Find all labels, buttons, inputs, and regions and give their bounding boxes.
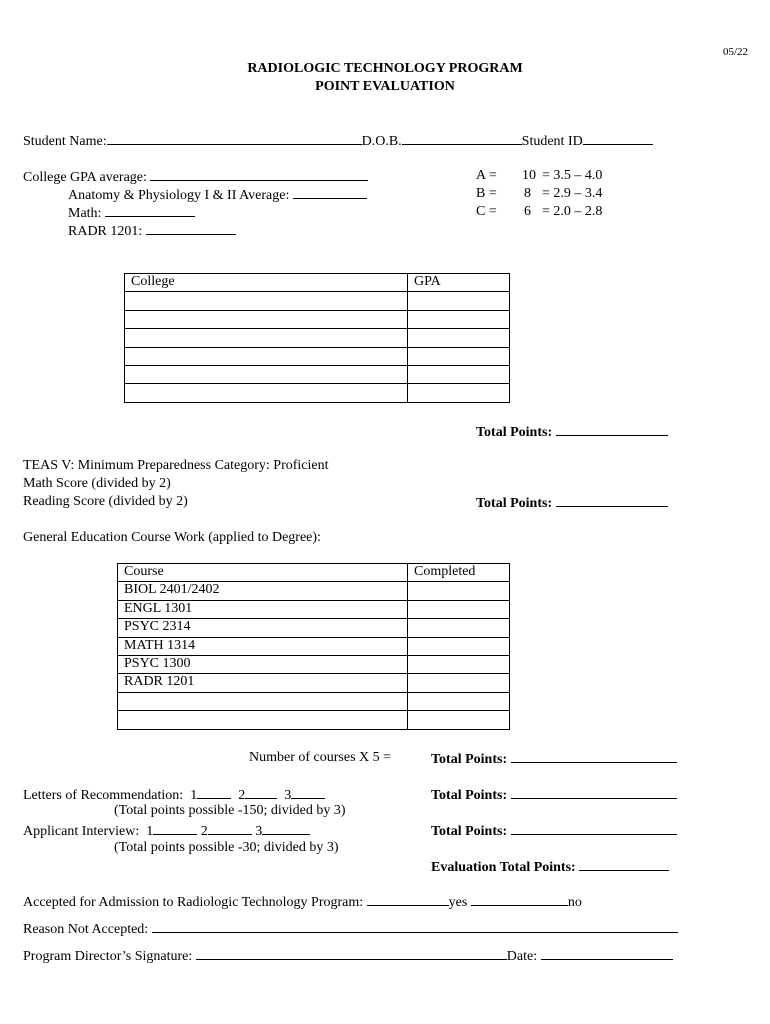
gpa-cell[interactable] — [408, 347, 510, 365]
college-cell[interactable] — [125, 310, 408, 328]
math-row — [68, 204, 195, 222]
table-row — [125, 384, 510, 402]
gpa-total-label: Total Points: — [476, 425, 553, 440]
radr-label: RADR 1201: — [68, 224, 143, 239]
interview-label: Applicant Interview: — [23, 824, 140, 839]
gpa-cell[interactable] — [408, 384, 510, 402]
gpa-total-field[interactable] — [556, 423, 668, 436]
radr-field[interactable] — [146, 222, 236, 235]
teas-line-1: TEAS V: Minimum Preparedness Category: Proficient — [23, 458, 329, 473]
course-cell: BIOL 2401/2402 — [118, 582, 408, 600]
table-row — [118, 692, 510, 710]
student-id-label: Student ID — [521, 134, 583, 149]
course-cell: PSYC 1300 — [118, 655, 408, 673]
table-row — [125, 347, 510, 365]
evaluation-total-label: Evaluation Total Points: — [431, 860, 576, 875]
letters-label: Letters of Recommendation: — [23, 788, 184, 803]
date-label: Date: — [506, 949, 538, 964]
ap-average-label: Anatomy & Physiology I & II Average: — [68, 188, 290, 203]
student-name-field[interactable] — [107, 132, 362, 145]
college-cell[interactable] — [125, 292, 408, 310]
course-cell: PSYC 2314 — [118, 619, 408, 637]
form-subtitle: POINT EVALUATION — [315, 79, 455, 94]
letter-1-field[interactable] — [197, 786, 231, 799]
course-cell: ENGL 1301 — [118, 600, 408, 618]
table-row — [118, 674, 510, 692]
student-name-label: Student Name: — [23, 134, 107, 149]
completed-cell[interactable] — [408, 600, 510, 618]
dob-label: D.O.B. — [361, 134, 402, 149]
completed-cell[interactable] — [408, 619, 510, 637]
dob-field[interactable] — [402, 132, 522, 145]
math-label: Math: — [68, 206, 102, 221]
table-row — [118, 637, 510, 655]
accepted-yes-field[interactable] — [367, 893, 449, 906]
signature-field[interactable] — [196, 947, 507, 960]
table-row — [118, 582, 510, 600]
table-header-row — [118, 564, 510, 582]
interview-3-field[interactable] — [262, 822, 310, 835]
table-row — [118, 600, 510, 618]
table-row — [125, 365, 510, 383]
college-gpa-field[interactable] — [150, 168, 368, 181]
grade-scale-row: C = 6 = 2.0 – 2.8 — [476, 204, 603, 219]
college-cell[interactable] — [125, 384, 408, 402]
form-version: 05/22 — [722, 46, 748, 58]
gpa-total-row — [476, 423, 668, 441]
course-cell[interactable] — [118, 711, 408, 729]
course-column-header: Course — [118, 564, 408, 582]
student-info-row — [23, 132, 653, 150]
evaluation-total-row — [431, 858, 669, 876]
no-label: no — [567, 895, 582, 910]
interview-2-field[interactable] — [208, 822, 252, 835]
course-cell: MATH 1314 — [118, 637, 408, 655]
accepted-no-field[interactable] — [471, 893, 568, 906]
table-row — [118, 619, 510, 637]
gpa-cell[interactable] — [408, 365, 510, 383]
interview-1-field[interactable] — [153, 822, 197, 835]
grade-scale-row: A = 10 = 3.5 – 4.0 — [476, 168, 603, 183]
ap-average-field[interactable] — [293, 186, 367, 199]
letters-total-label: Total Points: — [431, 788, 508, 803]
college-gpa-label: College GPA average: — [23, 170, 147, 185]
table-header-row — [125, 274, 510, 292]
student-id-field[interactable] — [583, 132, 653, 145]
teas-total-label: Total Points: — [476, 496, 553, 511]
evaluation-total-field[interactable] — [579, 858, 669, 871]
reason-label: Reason Not Accepted: — [23, 922, 149, 937]
completed-cell[interactable] — [408, 711, 510, 729]
table-row — [118, 711, 510, 729]
teas-total-field[interactable] — [556, 494, 668, 507]
gpa-cell[interactable] — [408, 329, 510, 347]
accepted-label: Accepted for Admission to Radiologic Technology Program: — [23, 895, 364, 910]
completed-cell[interactable] — [408, 637, 510, 655]
course-count-label: Number of courses X 5 = — [249, 750, 392, 765]
form-title: RADIOLOGIC TECHNOLOGY PROGRAM — [247, 61, 523, 76]
completed-cell[interactable] — [408, 582, 510, 600]
teas-line-3: Reading Score (divided by 2) — [23, 494, 188, 509]
yes-label: yes — [448, 895, 468, 910]
letters-note: (Total points possible -150; divided by 3) — [114, 803, 346, 818]
interview-row: Applicant Interview: 1 2 3 — [23, 822, 310, 840]
ap-average-row — [68, 186, 367, 204]
letters-row: Letters of Recommendation: 1 2 3 — [23, 786, 325, 804]
interview-total-label: Total Points: — [431, 824, 508, 839]
college-gpa-table — [124, 273, 510, 403]
letter-3-field[interactable] — [291, 786, 325, 799]
gen-ed-total-label: Total Points: — [431, 752, 508, 767]
gen-ed-total-field[interactable] — [511, 750, 677, 763]
college-gpa-row — [23, 168, 368, 186]
gen-ed-total-row — [431, 750, 677, 768]
letters-total-field[interactable] — [511, 786, 677, 799]
table-row — [125, 292, 510, 310]
completed-cell[interactable] — [408, 692, 510, 710]
reason-field[interactable] — [152, 920, 678, 933]
math-field[interactable] — [105, 204, 195, 217]
grade-scale-row: B = 8 = 2.9 – 3.4 — [476, 186, 603, 201]
completed-cell[interactable] — [408, 655, 510, 673]
radr-row — [68, 222, 236, 240]
table-row — [125, 310, 510, 328]
interview-total-row — [431, 822, 677, 840]
letters-total-row — [431, 786, 677, 804]
course-cell: RADR 1201 — [118, 674, 408, 692]
college-cell[interactable] — [125, 347, 408, 365]
gpa-cell[interactable] — [408, 292, 510, 310]
course-cell[interactable] — [118, 692, 408, 710]
teas-total-row — [476, 494, 668, 512]
college-column-header: College — [125, 274, 408, 292]
signature-row — [23, 947, 673, 965]
completed-cell[interactable] — [408, 674, 510, 692]
table-row — [125, 329, 510, 347]
table-row — [118, 655, 510, 673]
accepted-row — [23, 893, 582, 911]
interview-note: (Total points possible -30; divided by 3) — [114, 840, 339, 855]
gpa-cell[interactable] — [408, 310, 510, 328]
reason-row — [23, 920, 678, 938]
signature-label: Program Director’s Signature: — [23, 949, 193, 964]
completed-column-header: Completed — [408, 564, 510, 582]
college-cell[interactable] — [125, 329, 408, 347]
teas-line-2: Math Score (divided by 2) — [23, 476, 171, 491]
date-field[interactable] — [541, 947, 673, 960]
letter-2-field[interactable] — [245, 786, 277, 799]
gpa-column-header: GPA — [408, 274, 510, 292]
gen-ed-table — [117, 563, 510, 730]
college-cell[interactable] — [125, 365, 408, 383]
gen-ed-heading: General Education Course Work (applied to Degree): — [23, 530, 321, 545]
interview-total-field[interactable] — [511, 822, 677, 835]
